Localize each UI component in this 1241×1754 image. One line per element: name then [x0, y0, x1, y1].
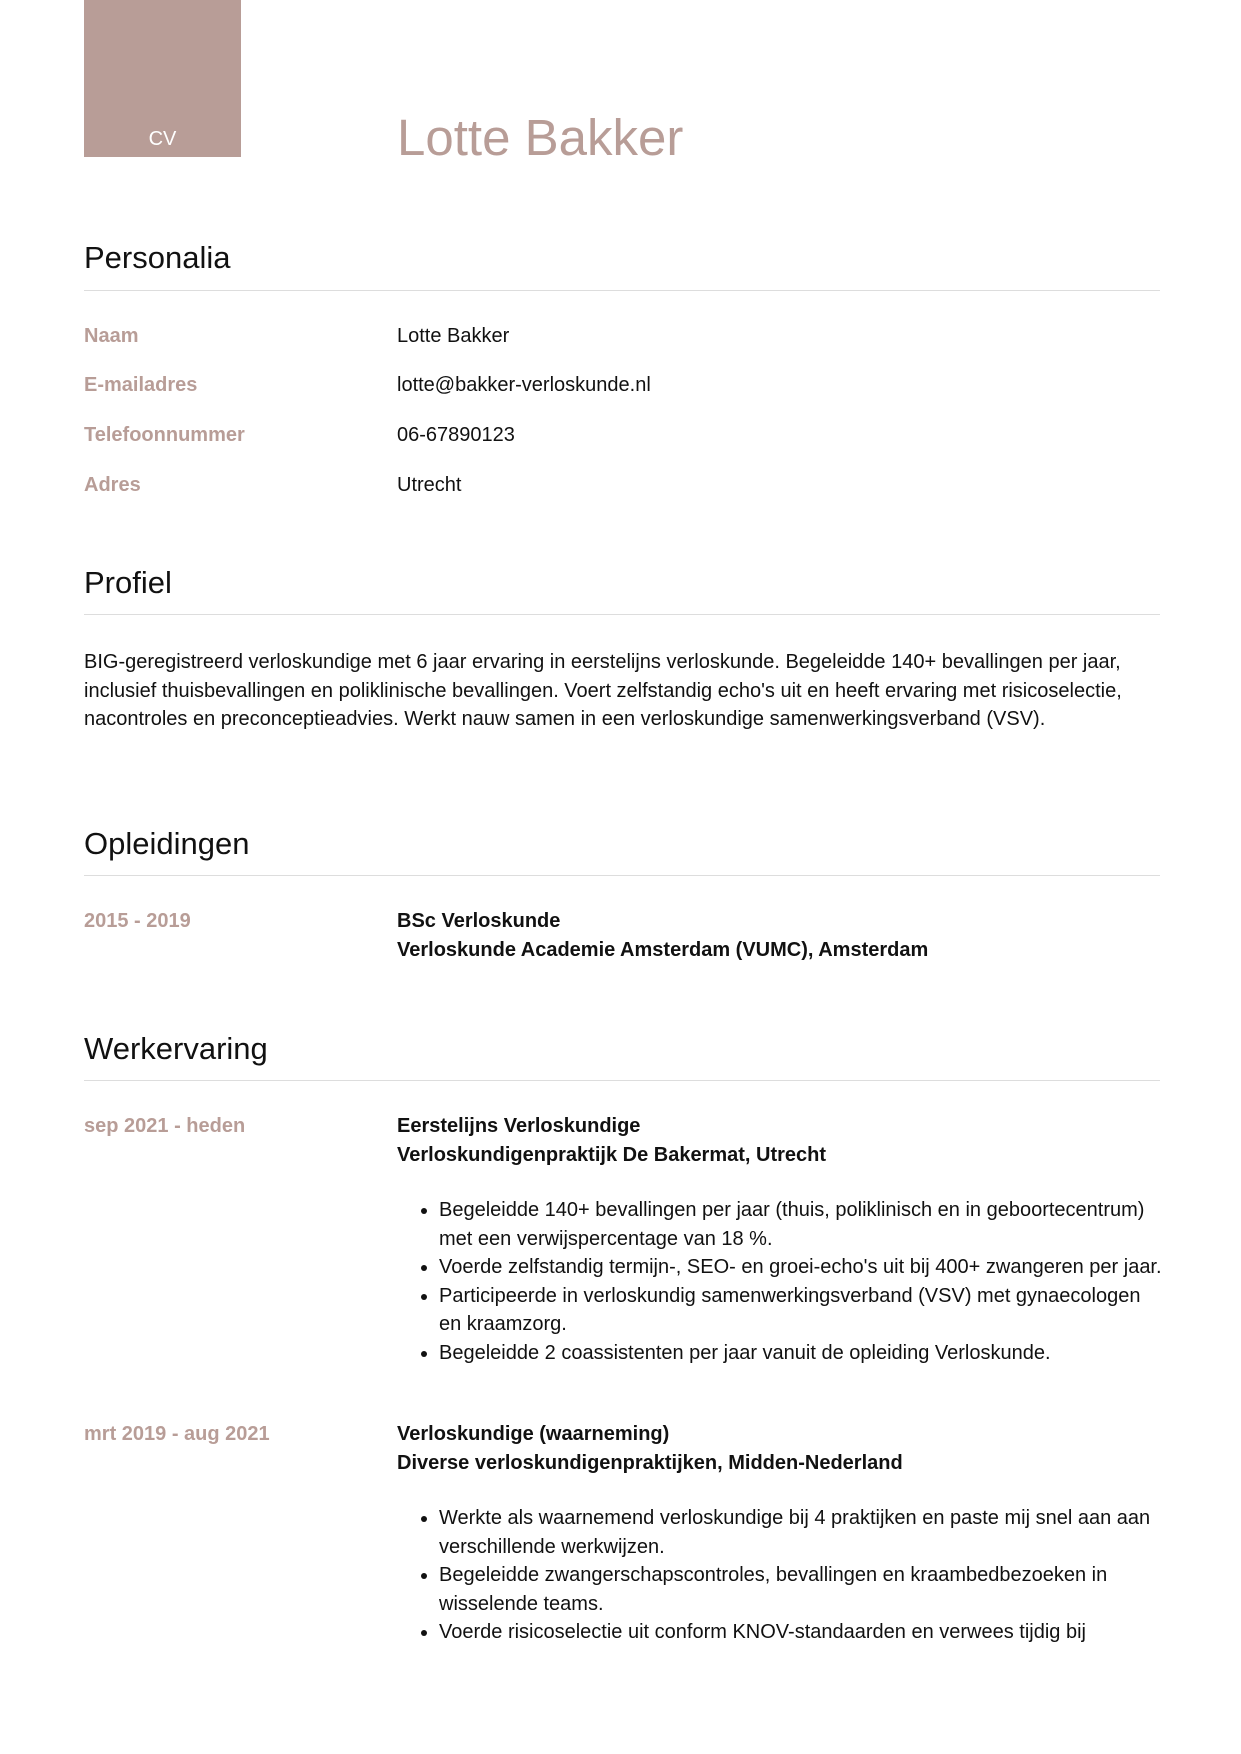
section-divider: [84, 290, 1160, 291]
list-item: • Begeleidde zwangerschapscontroles, bevallingen en kraambedbezoeken in wisselende teams.: [439, 1561, 1167, 1618]
list-item: • Begeleidde 140+ bevallingen per jaar (thuis, poliklinisch en in geboortecentrum) met een verwijspercentage van 18 %.: [439, 1196, 1167, 1253]
job-role: Verloskundige (waarneming): [397, 1423, 670, 1445]
job-bullet-list: [397, 1504, 1167, 1647]
job-role: Eerstelijns Verloskundige: [397, 1115, 641, 1137]
section-title-personalia: Personalia: [84, 240, 231, 275]
cv-photo-placeholder: [84, 0, 241, 157]
education-institution: Verloskunde Academie Amsterdam (VUMC), Amsterdam: [397, 939, 929, 961]
value-naam: Lotte Bakker: [397, 325, 510, 347]
section-divider: [84, 1080, 1160, 1081]
profile-text: BIG-geregistreerd verloskundige met 6 jaar ervaring in eerstelijns verloskunde. Begeleidde 140+ bevallingen per jaar, inclusief thuisbevallingen en poliklinische bevallingen. Voert zelfstandig echo's uit en heeft ervaring met risicoselectie, nacontroles en preconceptieadvies. Werkt nauw samen in een verloskundige samenwerkingsverband (VSV).: [84, 651, 1122, 730]
candidate-name: Lotte Bakker: [397, 109, 684, 166]
label-adres: Adres: [84, 474, 141, 496]
section-divider: [84, 614, 1160, 615]
section-title-werkervaring: Werkervaring: [84, 1031, 268, 1066]
list-item: • Voerde risicoselectie uit conform KNOV-standaarden en verwees tijdig bij: [439, 1618, 1167, 1647]
job-bullet-list: [397, 1196, 1167, 1367]
list-item: • Werkte als waarnemend verloskundige bij 4 praktijken en paste mij snel aan aan verschillende werkwijzen.: [439, 1504, 1167, 1561]
value-email: lotte@bakker-verloskunde.nl: [397, 374, 651, 396]
value-adres: Utrecht: [397, 474, 462, 496]
job-employer: Verloskundigenpraktijk De Bakermat, Utrecht: [397, 1144, 827, 1166]
education-period: 2015 - 2019: [84, 910, 191, 932]
section-title-profiel: Profiel: [84, 565, 172, 600]
photo-label: CV: [148, 128, 177, 150]
education-degree: BSc Verloskunde: [397, 910, 561, 932]
job-period: sep 2021 - heden: [84, 1115, 246, 1137]
label-telefoon: Telefoonnummer: [84, 424, 245, 446]
label-email: E-mailadres: [84, 374, 198, 396]
label-naam: Naam: [84, 325, 139, 347]
job-period: mrt 2019 - aug 2021: [84, 1423, 270, 1445]
list-item: • Voerde zelfstandig termijn-, SEO- en groei-echo's uit bij 400+ zwangeren per jaar.: [439, 1253, 1167, 1282]
section-divider: [84, 875, 1160, 876]
list-item: • Begeleidde 2 coassistenten per jaar vanuit de opleiding Verloskunde.: [439, 1339, 1167, 1368]
section-title-opleidingen: Opleidingen: [84, 826, 250, 861]
job-employer: Diverse verloskundigenpraktijken, Midden-Nederland: [397, 1452, 903, 1474]
list-item: • Participeerde in verloskundig samenwerkingsverband (VSV) met gynaecologen en kraamzorg.: [439, 1282, 1167, 1339]
value-telefoon: 06-67890123: [397, 424, 515, 446]
